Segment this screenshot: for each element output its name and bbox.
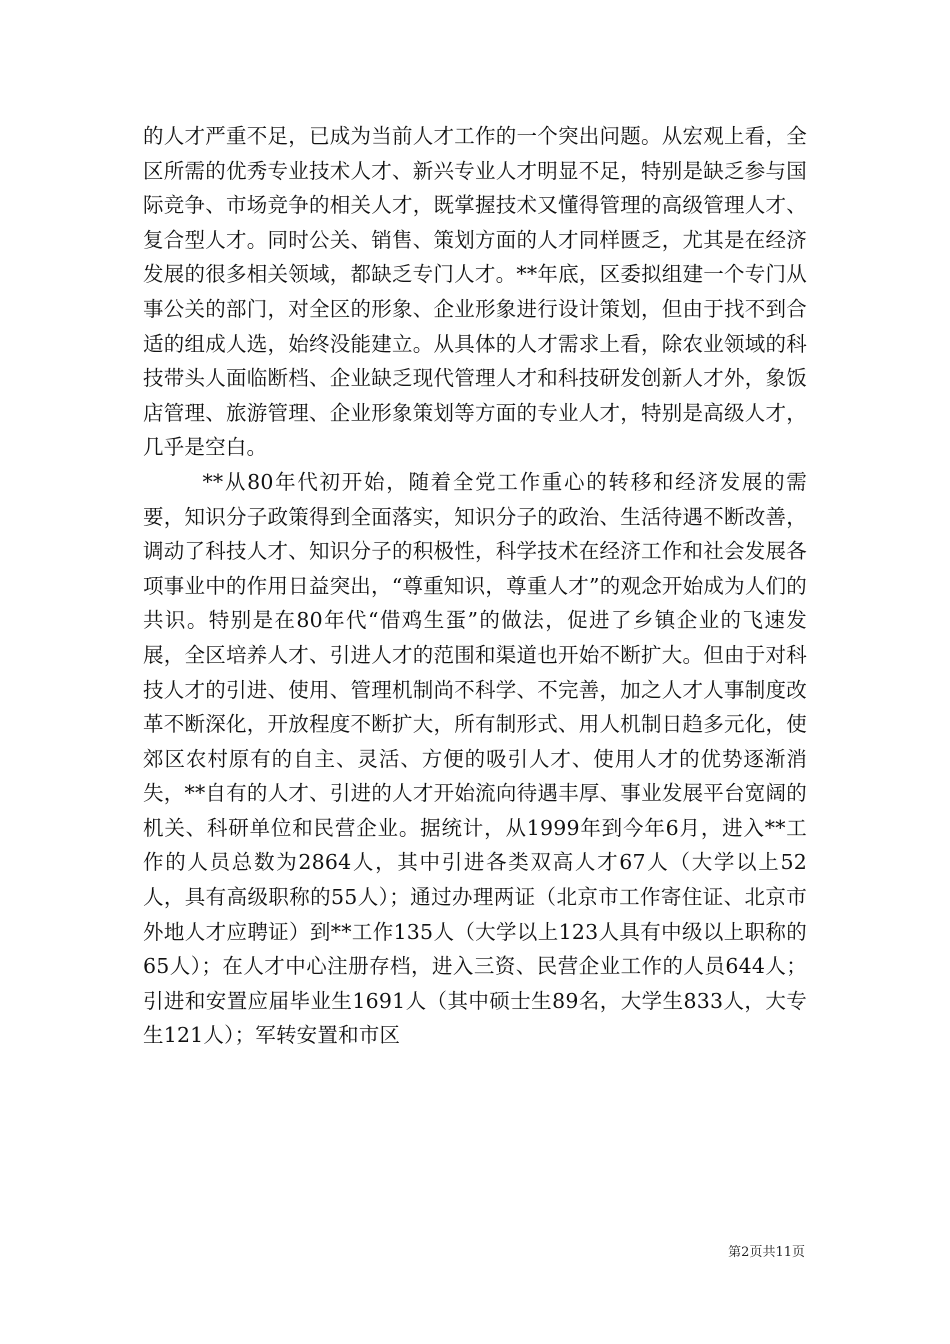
paragraph-1: 的人才严重不足，已成为当前人才工作的一个突出问题。从宏观上看，全区所需的优秀专业技术人才、新兴专业人才明显不足，特别是缺乏参与国际竞争、市场竞争的相关人才，既掌握技术又懂得管理的高级管理人才、复合型人才。同时公关、销售、策划方面的人才同样匮乏，尤其是在经济发展的很多相关领域，都缺乏专门人才。**年底，区委拟组建一个专门从事公关的部门，对全区的形象、企业形象进行设计策划，但由于找不到合适的组成人选，始终没能建立。从具体的人才需求上看，除农业领域的科技带头人面临断档、企业缺乏现代管理人才和科技研发创新人才外，象饭店管理、旅游管理、企业形象策划等方面的专业人才，特别是高级人才，几乎是空白。: [143, 124, 807, 460]
body-text: [143, 119, 807, 1053]
paragraph-2: **从80年代初开始，随着全党工作重心的转移和经济发展的需要，知识分子政策得到全面落实，知识分子的政治、生活待遇不断改善，调动了科技人才、知识分子的积极性，科学技术在经济工作和社会发展各项事业中的作用日益突出，“尊重知识，尊重人才”的观念开始成为人们的共识。特别是在80年代“借鸡生蛋”的做法，促进了乡镇企业的飞速发展，全区培养人才、引进人才的范围和渠道也开始不断扩大。但由于对科技人才的引进、使用、管理机制尚不科学、不完善，加之人才人事制度改革不断深化，开放程度不断扩大，所有制形式、用人机制日趋多元化，使郊区农村原有的自主、灵活、方便的吸引人才、使用人才的优势逐渐消失，**自有的人才、引进的人才开始流向待遇丰厚、事业发展平台宽阔的机关、科研单位和民营企业。据统计，从1999年到今年6月，进入**工作的人员总数为2864人，其中引进各类双高人才67人（大学以上52人，具有高级职称的55人）；通过办理两证（北京市工作寄住证、北京市外地人才应聘证）到**工作135人（大学以上123人具有中级以上职称的65人）；在人才中心注册存档，进入三资、民营企业工作的人员644人；引进和安置应届毕业生1691人（其中硕士生89名，大学生833人，大专生121人）；军转安置和市区: [143, 469, 807, 1048]
page-number-footer: 第2页共11页: [728, 1245, 805, 1260]
